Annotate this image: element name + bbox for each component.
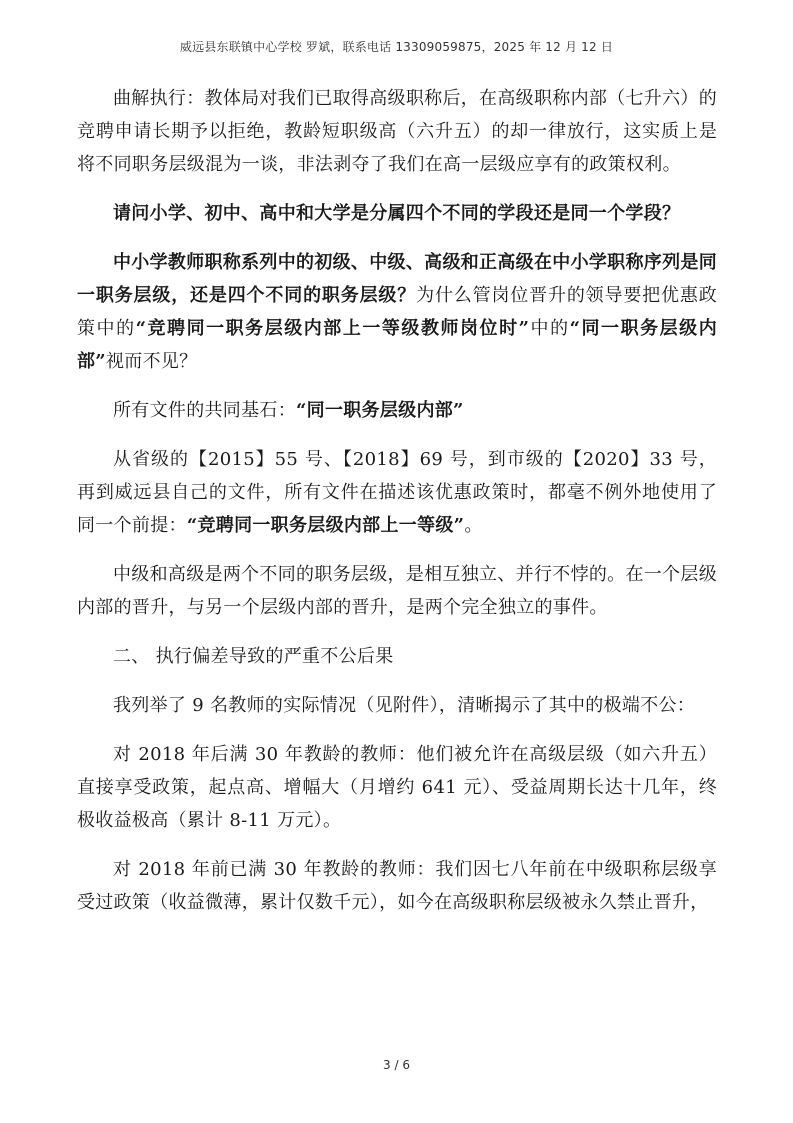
paragraph-before-2018: 对 2018 年前已满 30 年教龄的教师：我们因七八年前在中级职称层级享受过政策（收益微薄，累计仅数千元），如今在高级职称层级被永久禁止晋升， xyxy=(77,859,717,913)
text-segment: 从省级的【2015】55 号、【2018】69 号，到市级的【2020】33 号，再到威远县自己的文件，所有文件在描述该优惠政策时，都毫不例外地使用了同一个前提： xyxy=(77,449,717,536)
bold-question: 中小学教师职称系列中的初级、中级、高级和正高级在中小学职称序列是同一职务层级，还是四个不同的职务层级？ xyxy=(77,252,717,306)
paragraph-nine-teachers: 我列举了 9 名教师的实际情况（见附件），清晰揭示了其中的极端不公： xyxy=(113,695,696,716)
bold-quote-level: “同一职务层级内部” xyxy=(77,318,717,372)
text-segment: 所有文件的共同基石： xyxy=(113,400,296,421)
text-segment: 中的 xyxy=(529,318,570,339)
paragraph-after-2018: 对 2018 年后满 30 年教龄的教师：他们被允许在高级层级（如六升五）直接享受政策，起点高、增幅大（月增约 641 元）、受益周期长达十几年，终极收益极高（累计 8-11 万元）。 xyxy=(77,744,717,831)
paragraph-independent-levels: 中级和高级是两个不同的职务层级，是相互独立、并行不悖的。在一个层级内部的晋升，与另一个层级内部的晋升，是两个完全独立的事件。 xyxy=(77,564,717,618)
paragraph-common-basis xyxy=(77,394,717,427)
paragraph-documents xyxy=(77,443,717,542)
page-number: 3 / 6 xyxy=(383,1058,410,1072)
text-segment: 。 xyxy=(464,515,483,536)
document-body xyxy=(77,82,717,935)
paragraph-question-levels xyxy=(77,246,717,378)
paragraph-misinterpretation: 曲解执行：教体局对我们已取得高级职称后，在高级职称内部（七升六）的竞聘申请长期予以拒绝，教龄短职级高（六升五）的却一律放行，这实质上是将不同职务层级混为一谈，非法剥夺了我们在高一层级应享有的政策权利。 xyxy=(77,88,717,175)
page-header: 威远县东联镇中心学校 罗斌，联系电话 13309059875，2025 年 12 月 12 日 xyxy=(179,40,614,54)
bold-quote-policy: “竞聘同一职务层级内部上一等级教师岗位时” xyxy=(135,318,530,339)
text-segment: 为什么管岗位晋升的领导要把优惠政策中的 xyxy=(77,285,717,339)
paragraph-question-stages: 请问小学、初中、高中和大学是分属四个不同的学段还是同一个学段？ xyxy=(113,203,681,224)
bold-quote-basis: “同一职务层级内部” xyxy=(296,400,464,421)
section-heading-consequences: 二、 执行偏差导致的严重不公后果 xyxy=(113,646,394,667)
text-segment: 视而不见？ xyxy=(105,351,198,372)
bold-quote-premise: “竞聘同一职务层级内部上一等级” xyxy=(186,515,465,536)
